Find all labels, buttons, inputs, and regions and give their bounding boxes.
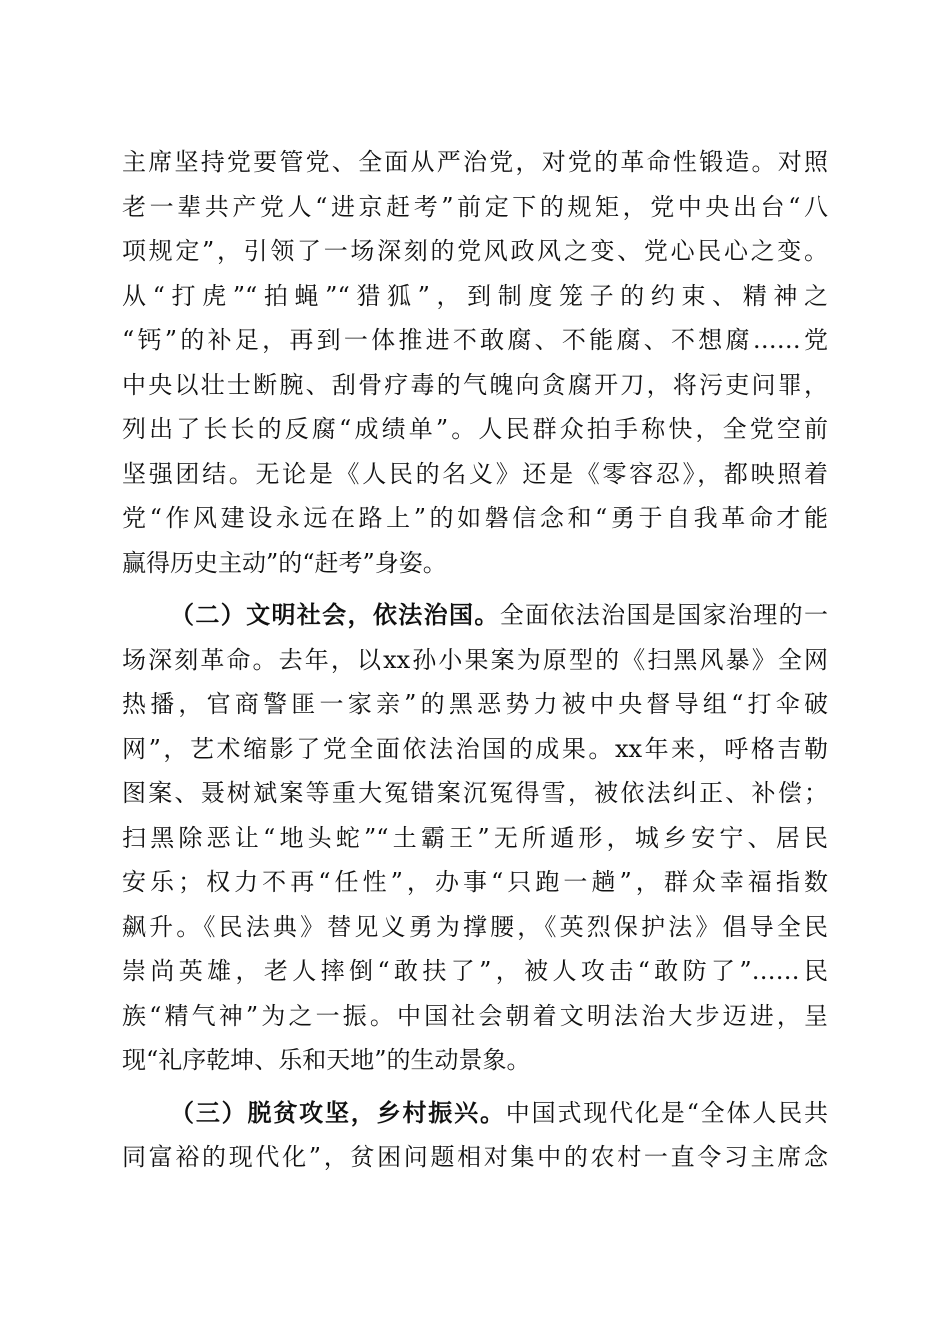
text-line: 飙升。《民法典》替见义勇为撑腰，《英烈保护法》倡导全民 — [122, 912, 828, 941]
text-line: 崇尚英雄，老人摔倒“敢扶了”，被人攻击“敢防了”……民 — [122, 957, 828, 985]
text-line: 扫黑除恶让“地头蛇”“土霸王”无所遁形，城乡安宁、居民 — [122, 823, 828, 852]
text-line: 场深刻革命。去年，以xx孙小果案为原型的《扫黑风暴》全网 — [122, 645, 828, 674]
text-line: 党“作风建设永远在路上”的如磐信念和“勇于自我革命才能 — [122, 504, 828, 532]
text-line: 图案、聂树斌案等重大冤错案沉冤得雪，被依法纠正、补偿； — [122, 779, 828, 807]
text-line: 中央以壮士断腕、刮骨疗毒的气魄向贪腐开刀，将污吏问罪， — [122, 370, 828, 399]
text-line: 热播，官商警匪一家亲”的黑恶势力被中央督导组“打伞破 — [122, 690, 828, 718]
text-line: 同富裕的现代化”，贫困问题相对集中的农村一直令习主席念 — [122, 1143, 828, 1171]
paragraph-text: 中国式现代化是“全体人民共 — [505, 1098, 828, 1127]
body-text — [122, 140, 828, 1180]
text-line: “钙”的补足，再到一体推进不敢腐、不能腐、不想腐……党 — [122, 326, 828, 354]
section-heading: （二）文明社会，依法治国。 — [170, 600, 500, 629]
paragraph-first-line — [122, 1091, 828, 1136]
text-line: 列出了长长的反腐“成绩单”。人民群众拍手称快，全党空前 — [122, 415, 828, 443]
text-line: 坚强团结。无论是《人民的名义》还是《零容忍》，都映照着 — [122, 459, 828, 488]
text-line: 主席坚持党要管党、全面从严治党，对党的革命性锻造。对照 — [122, 148, 828, 176]
paragraph-first-line — [122, 593, 828, 638]
text-line: 族“精气神”为之一振。中国社会朝着文明法治大步迈进，呈 — [122, 1001, 828, 1030]
text-line: 项规定”，引领了一场深刻的党风政风之变、党心民心之变。 — [122, 237, 828, 265]
text-line: 赢得历史主动”的“赶考”身姿。 — [122, 548, 447, 577]
paragraph-text: 全面依法治国是国家治理的一 — [499, 601, 829, 629]
text-line: 安乐；权力不再“任性”，办事“只跑一趟”，群众幸福指数 — [122, 868, 828, 896]
text-line: 网”，艺术缩影了党全面依法治国的成果。xx年来，呼格吉勒 — [122, 734, 828, 763]
text-line: 现“礼序乾坤、乐和天地”的生动景象。 — [122, 1046, 531, 1074]
text-line: 老一辈共产党人“进京赶考”前定下的规矩，党中央出台“八 — [122, 192, 828, 221]
section-heading: （三）脱贫攻坚，乡村振兴。 — [170, 1097, 506, 1127]
text-line: 从“打虎”“拍蝇”“猎狐”，到制度笼子的约束、精神之 — [122, 281, 828, 310]
